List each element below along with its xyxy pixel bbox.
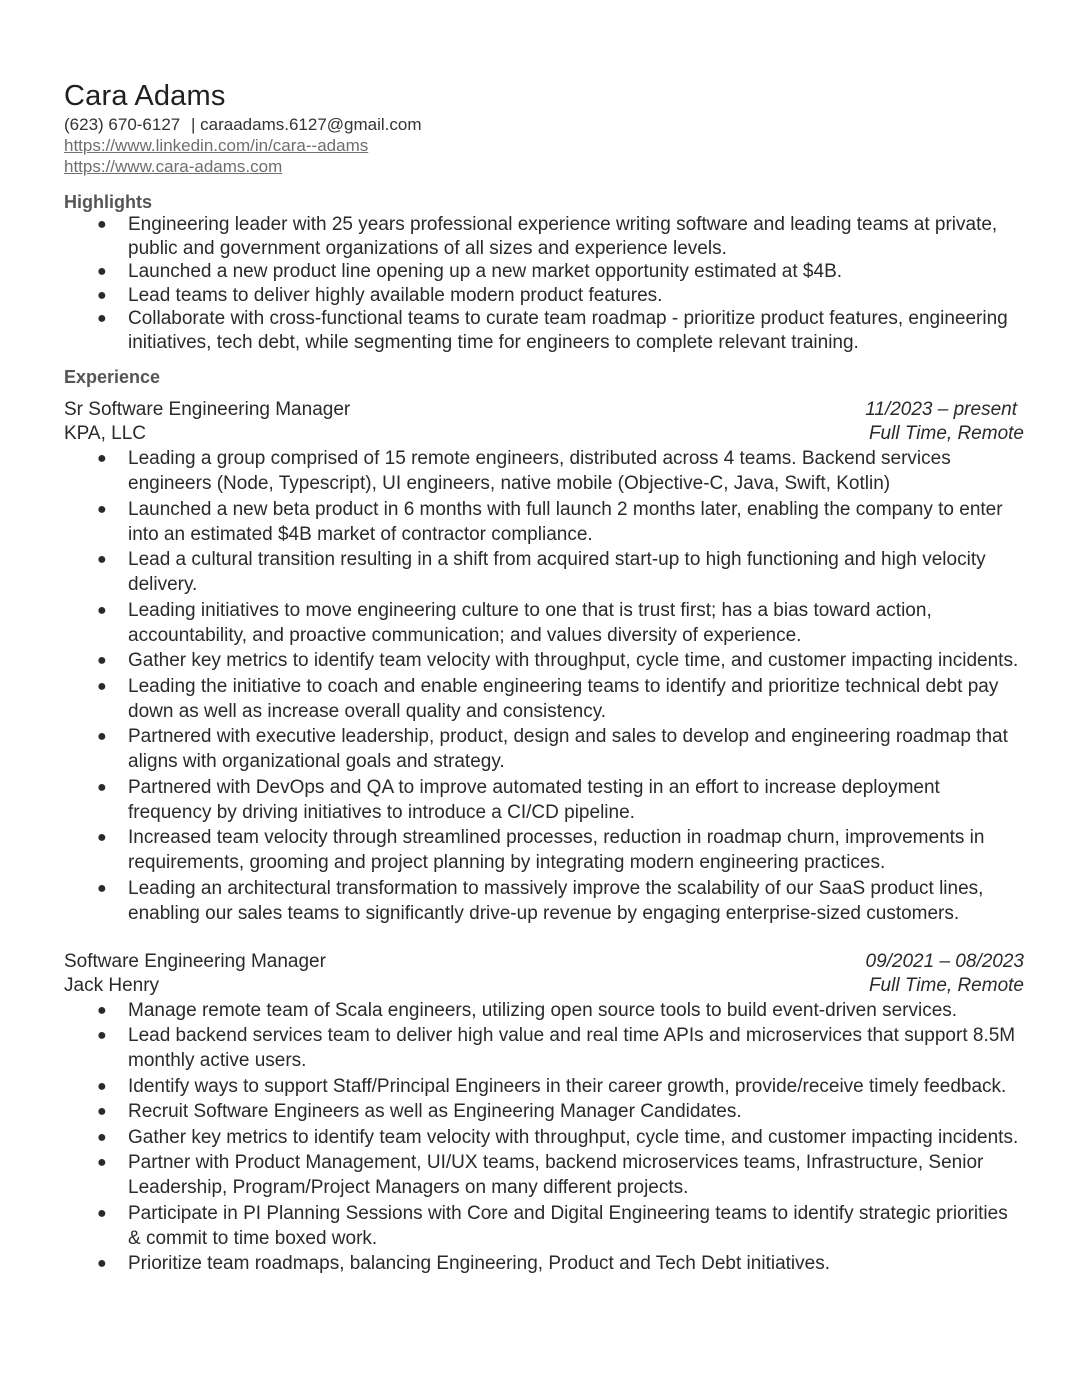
list-item bbox=[64, 1023, 1024, 1073]
list-item-text: Partnered with DevOps and QA to improve automated testing in an effort to increase deployment frequency by driving initiatives to introduce a CI/CD pipeline. bbox=[128, 776, 940, 823]
job-title-row bbox=[64, 950, 1024, 974]
bullet-icon: ● bbox=[97, 778, 107, 796]
bullet-icon: ● bbox=[97, 310, 107, 327]
job-role: Sr Software Engineering Manager bbox=[64, 399, 351, 420]
list-item bbox=[64, 998, 1024, 1023]
contact-line bbox=[64, 114, 1024, 135]
list-item bbox=[64, 674, 1024, 724]
bullet-icon: ● bbox=[97, 500, 107, 518]
list-item bbox=[64, 648, 1024, 673]
job-bullets bbox=[64, 998, 1024, 1277]
job-role: Software Engineering Manager bbox=[64, 950, 326, 972]
bullet-icon: ● bbox=[97, 551, 107, 568]
bullet-icon: ● bbox=[97, 1128, 107, 1146]
list-item bbox=[64, 1074, 1024, 1099]
website-link[interactable]: https://www.cara-adams.com bbox=[64, 157, 283, 176]
candidate-name: Cara Adams bbox=[64, 80, 226, 112]
list-item-text: Leading initiatives to move engineering culture to one that is trust first; has a bias toward action, accountability, and proactive communication; and values diversity of experience. bbox=[128, 599, 932, 646]
bullet-icon: ● bbox=[97, 728, 107, 745]
job-dates: 11/2023 – present bbox=[865, 399, 1017, 420]
list-item-text: Leading an architectural transformation to massively improve the scalability of our SaaS product lines, enabling our sales teams to significantly drive-up revenue by engaging enterprise-sized customers. bbox=[128, 877, 984, 924]
list-item-text: Partner with Product Management, UI/UX teams, backend microservices teams, Infrastructure, Senior Leadership, Program/Project Managers on many different projects. bbox=[128, 1152, 984, 1198]
linkedin-link[interactable]: https://www.linkedin.com/in/cara--adams bbox=[64, 136, 369, 155]
list-item-text: Increased team velocity through streamlined processes, reduction in roadmap churn, improvements in requirements, grooming and project planning by integrating modern engineering practices. bbox=[128, 827, 985, 873]
list-item bbox=[64, 497, 1024, 547]
resume-page bbox=[64, 78, 1024, 1277]
highlights-heading: Highlights bbox=[64, 192, 152, 212]
bullet-icon: ● bbox=[97, 216, 107, 233]
job-company-row bbox=[64, 422, 1024, 446]
bullet-icon: ● bbox=[97, 263, 107, 280]
bullet-icon: ● bbox=[97, 450, 107, 467]
list-item-text: Partnered with executive leadership, product, design and sales to develop and engineering roadmap that aligns with organizational goals and strategy. bbox=[128, 726, 1008, 772]
list-item bbox=[64, 598, 1024, 648]
list-item-text: Collaborate with cross-functional teams to curate team roadmap - prioritize product features, engineering initiatives, tech debt, while segmenting time for engineers to complete relevant training. bbox=[128, 308, 1008, 353]
job-company: Jack Henry bbox=[64, 974, 160, 996]
list-item bbox=[64, 876, 1024, 926]
list-item-text: Participate in PI Planning Sessions with Core and Digital Engineering teams to identify strategic priorities & commit to time boxed work. bbox=[128, 1202, 1008, 1249]
job-type: Full Time, Remote bbox=[868, 423, 1024, 444]
bullet-icon: ● bbox=[97, 677, 107, 695]
bullet-icon: ● bbox=[97, 652, 107, 669]
list-item-text: Prioritize team roadmaps, balancing Engineering, Product and Tech Debt initiatives. bbox=[128, 1253, 830, 1274]
phone-number: (623) 670-6127 bbox=[64, 115, 181, 134]
list-item bbox=[64, 1201, 1024, 1251]
bullet-icon: ● bbox=[97, 829, 107, 846]
list-item-text: Launched a new beta product in 6 months with full launch 2 months later, enabling the company to enter into an estimated $4B market of contractor compliance. bbox=[128, 498, 1003, 545]
list-item bbox=[64, 825, 1024, 875]
list-item-text: Recruit Software Engineers as well as Engineering Manager Candidates. bbox=[128, 1101, 742, 1122]
list-item bbox=[64, 1251, 1024, 1276]
bullet-icon: ● bbox=[97, 1077, 107, 1095]
bullet-icon: ● bbox=[97, 1204, 107, 1222]
job-entry bbox=[64, 398, 1024, 926]
bullet-icon: ● bbox=[97, 1154, 107, 1171]
list-item-text: Identify ways to support Staff/Principal Engineers in their career growth, provide/receive timely feedback. bbox=[128, 1075, 1007, 1097]
list-item bbox=[64, 1150, 1024, 1200]
experience-heading: Experience bbox=[64, 367, 161, 387]
list-item bbox=[64, 213, 1024, 260]
list-item-text: Lead teams to deliver highly available modern product features. bbox=[128, 284, 663, 306]
list-item bbox=[64, 1125, 1024, 1150]
list-item-text: Lead backend services team to deliver high value and real time APIs and microservices that support 8.5M monthly active users. bbox=[128, 1025, 1016, 1071]
list-item-text: Lead a cultural transition resulting in a shift from acquired start-up to high functioning and high velocity delivery. bbox=[128, 549, 986, 595]
list-item bbox=[64, 307, 1024, 354]
job-title-row bbox=[64, 398, 1024, 422]
bullet-icon: ● bbox=[97, 1255, 107, 1272]
list-item-text: Manage remote team of Scala engineers, utilizing open source tools to build event-driven services. bbox=[128, 999, 958, 1021]
list-item-text: Leading the initiative to coach and enable engineering teams to identify and prioritize technical debt pay down as well as increase overall quality and consistency. bbox=[128, 675, 999, 722]
email-address[interactable]: caraadams.6127@gmail.com bbox=[200, 115, 422, 134]
list-item-text: Gather key metrics to identify team velocity with throughput, cycle time, and customer impacting incidents. bbox=[128, 650, 1019, 671]
list-item bbox=[64, 1099, 1024, 1124]
bullet-icon: ● bbox=[97, 1103, 107, 1120]
list-item-text: Gather key metrics to identify team velocity with throughput, cycle time, and customer impacting incidents. bbox=[128, 1126, 1019, 1148]
bullet-icon: ● bbox=[97, 879, 107, 897]
job-entry bbox=[64, 950, 1024, 1277]
job-type: Full Time, Remote bbox=[868, 974, 1024, 996]
list-item bbox=[64, 446, 1024, 496]
job-company: KPA, LLC bbox=[64, 423, 147, 444]
highlights-list bbox=[64, 213, 1024, 354]
job-bullets bbox=[64, 446, 1024, 926]
list-item bbox=[64, 724, 1024, 774]
contact-separator: | bbox=[191, 115, 196, 134]
list-item bbox=[64, 260, 1024, 284]
bullet-icon: ● bbox=[97, 286, 107, 304]
list-item-text: Launched a new product line opening up a new market opportunity estimated at $4B. bbox=[128, 261, 843, 282]
list-item-text: Engineering leader with 25 years professional experience writing software and leading teams at private, public and government organizations of all sizes and experience levels. bbox=[128, 214, 998, 259]
job-company-row bbox=[64, 974, 1024, 998]
bullet-icon: ● bbox=[97, 601, 107, 619]
bullet-icon: ● bbox=[97, 1001, 107, 1019]
job-dates: 09/2021 – 08/2023 bbox=[865, 950, 1024, 972]
list-item-text: Leading a group comprised of 15 remote engineers, distributed across 4 teams. Backend services engineers (Node, Typescript), UI engineers, native mobile (Objective-C, Java, Swift, Kotlin) bbox=[128, 448, 951, 494]
list-item bbox=[64, 547, 1024, 597]
list-item bbox=[64, 775, 1024, 825]
bullet-icon: ● bbox=[97, 1027, 107, 1044]
list-item bbox=[64, 284, 1024, 308]
